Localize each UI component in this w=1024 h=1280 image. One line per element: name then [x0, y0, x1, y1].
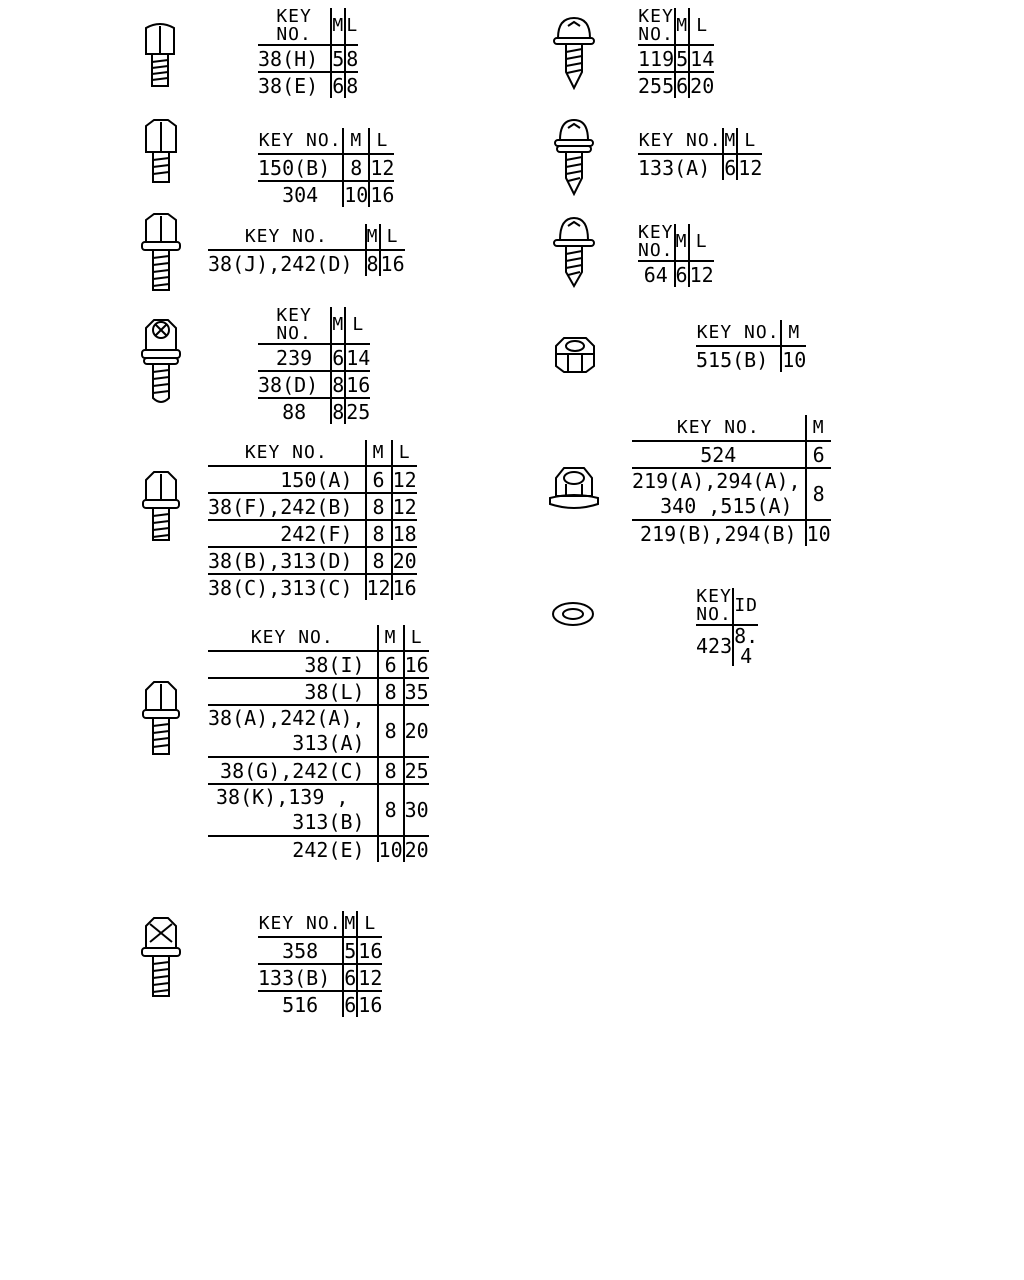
key-cell: 38(L) [208, 678, 378, 705]
m-cell: 8 [366, 493, 392, 520]
table-row [208, 547, 417, 574]
m-cell: 6 [806, 441, 831, 468]
key-no-header: KEY NO. [632, 415, 806, 441]
key-no-header: KEY NO. [258, 8, 331, 45]
spec-table-10 [638, 224, 714, 287]
l-cell: 25 [404, 758, 429, 783]
l-header: L [392, 440, 417, 466]
m-cell: 5 [332, 46, 345, 71]
table-row [208, 678, 429, 705]
key-cell: 255 [638, 73, 675, 98]
key-cell: 119 [638, 46, 675, 71]
table-header-row [258, 128, 394, 154]
l-header: L [689, 224, 714, 261]
l-header: L [357, 911, 382, 937]
hex-nut-icon [552, 334, 598, 374]
key-no-header: KEY NO. [696, 586, 732, 625]
m-cell: 5 [676, 46, 689, 71]
l-cell: 16 [370, 182, 395, 207]
m-header: M [723, 128, 737, 154]
m-cell: 6 [378, 651, 404, 678]
table-row [208, 574, 417, 600]
m-header: M [366, 440, 392, 466]
l-header: L [345, 307, 370, 344]
spec-table-12 [632, 415, 831, 546]
m-header: M [343, 128, 369, 154]
l-cell: 16 [346, 372, 371, 397]
table-header-row [638, 128, 762, 154]
key-cell: 38(F),242(B) [208, 493, 366, 520]
key-cell: 38(I) [208, 651, 378, 678]
key-cell: 219(B),294(B) [640, 521, 797, 546]
table-row [632, 520, 831, 546]
l-header: L [380, 224, 405, 250]
m-cell: 8 [378, 705, 404, 757]
l-cell: 16 [380, 251, 405, 276]
table-row [258, 371, 370, 398]
table-row [638, 45, 714, 72]
key-line-1: 38(A),242(A), [208, 706, 365, 730]
l-cell: 16 [392, 575, 417, 600]
key-no-header: KEY NO. [208, 224, 366, 250]
flange-bolt-icon [138, 212, 184, 294]
flange-bolt-icon [140, 680, 182, 758]
tapping-screw-icon [552, 14, 596, 90]
m-cell: 8 [332, 372, 345, 397]
l-cell: 16 [404, 652, 429, 677]
m-cell: 6 [344, 965, 357, 990]
table-header-row [638, 224, 714, 261]
table-row [696, 346, 806, 372]
key-no-header: KEY NO. [638, 6, 674, 45]
m-header: M [331, 307, 345, 344]
m-header: M [675, 224, 689, 261]
hex-bolt-icon [140, 118, 182, 186]
key-line-2: 313(A) [292, 731, 365, 755]
cross-hex-bolt-icon [138, 916, 184, 1000]
id-header: ID [733, 588, 758, 625]
table-row [258, 991, 382, 1017]
spec-table-4 [258, 307, 370, 424]
m-cell: 10 [806, 521, 831, 546]
spec-table-11 [696, 320, 806, 372]
table-row [638, 72, 714, 98]
key-cell: 242(E) [292, 837, 365, 862]
l-cell: 16 [358, 992, 383, 1017]
table-row [258, 72, 358, 98]
m-cell: 6 [332, 73, 345, 98]
l-cell: 12 [689, 262, 714, 287]
l-header: L [689, 8, 714, 45]
l-cell: 18 [392, 521, 417, 546]
l-cell: 35 [404, 679, 429, 704]
id-cell: 8. 4 [734, 624, 759, 668]
l-cell: 25 [346, 399, 371, 424]
key-cell: 38(J),242(D) [208, 251, 353, 276]
table-header-row [258, 307, 370, 344]
table-row [208, 250, 405, 276]
flange-bolt-icon [140, 470, 182, 544]
m-header: M [378, 625, 404, 651]
l-cell: 20 [392, 548, 417, 573]
m-cell: 8 [332, 399, 345, 424]
table-row [258, 181, 394, 207]
l-cell: 8 [346, 73, 359, 98]
m-cell: 5 [344, 938, 357, 963]
key-cell: 38(G),242(C) [208, 757, 378, 784]
table-header-row [208, 440, 417, 466]
key-cell: 304 [282, 182, 319, 207]
key-cell: 150(A) [208, 466, 366, 493]
table-row [208, 836, 429, 862]
table-row [208, 493, 417, 520]
key-cell [208, 705, 378, 757]
key-cell [632, 468, 806, 520]
m-header: M [331, 8, 345, 45]
m-header: M [343, 911, 357, 937]
l-cell: 14 [690, 46, 715, 71]
l-cell: 20 [404, 705, 429, 757]
l-cell: 12 [738, 155, 763, 180]
hex-bolt-icon [138, 20, 182, 92]
key-no-header: KEY NO. [638, 222, 674, 261]
key-no-header: KEY NO. [258, 307, 331, 344]
table-row [208, 651, 429, 678]
m-header: M [366, 224, 380, 250]
table-header-row [208, 224, 405, 250]
l-cell: 20 [404, 837, 429, 862]
table-row [208, 466, 417, 493]
m-cell: 8 [343, 154, 369, 181]
table-row [632, 468, 831, 520]
l-cell: 16 [358, 938, 383, 963]
l-cell: 12 [358, 965, 383, 990]
spec-table-9 [638, 128, 762, 180]
key-cell: 133(A) [638, 155, 711, 180]
table-header-row [258, 911, 382, 937]
table-row [208, 705, 429, 757]
key-cell: 64 [643, 262, 668, 287]
key-line-1: 38(K),139 , [216, 785, 349, 809]
m-cell: 6 [675, 262, 688, 287]
key-cell: 242(F) [208, 520, 366, 547]
spec-table-1 [258, 8, 358, 98]
m-cell: 6 [332, 345, 345, 370]
l-header: L [369, 128, 394, 154]
key-no-header: KEY NO. [258, 128, 343, 154]
spec-table-8 [638, 8, 714, 98]
m-header: M [806, 415, 831, 441]
table-row [696, 625, 758, 666]
l-cell: 20 [690, 73, 715, 98]
table-header-row [696, 588, 758, 625]
table-header-row [632, 415, 831, 441]
m-cell: 6 [676, 73, 689, 98]
key-cell: 239 [258, 344, 331, 371]
table-header-row [696, 320, 806, 346]
l-cell: 12 [370, 155, 395, 180]
m-cell: 8 [378, 784, 404, 836]
table-header-row [258, 8, 358, 45]
key-no-header: KEY NO. [258, 911, 343, 937]
table-header-row [638, 8, 714, 45]
l-header: L [404, 625, 429, 651]
m-cell: 8 [366, 251, 379, 276]
l-cell: 30 [404, 784, 429, 836]
key-cell: 524 [632, 441, 806, 468]
key-cell: 358 [258, 937, 343, 964]
table-row [258, 398, 370, 424]
key-no-header: KEY NO. [208, 625, 378, 651]
table-row [638, 261, 714, 287]
key-cell: 38(C),313(C) [208, 575, 353, 600]
key-line-1: 219(A),294(A), [632, 469, 801, 493]
key-cell [208, 784, 378, 836]
flange-nut-icon [548, 464, 600, 512]
l-cell: 8 [346, 46, 359, 71]
table-row [632, 441, 831, 468]
key-cell: 38(D) [258, 371, 331, 398]
key-cell: 38(E) [258, 73, 319, 98]
washer-icon [550, 600, 596, 628]
m-cell: 8 [806, 468, 831, 520]
table-row [258, 344, 370, 371]
cross-flange-bolt-icon [138, 318, 184, 408]
m-cell: 8 [366, 520, 392, 547]
table-row [638, 154, 762, 180]
key-cell: 38(H) [258, 45, 331, 72]
table-row [208, 784, 429, 836]
key-cell: 515(B) [696, 347, 769, 372]
spec-table-6 [208, 625, 429, 862]
m-cell: 6 [344, 992, 357, 1017]
table-row [208, 520, 417, 547]
key-cell: 516 [282, 992, 319, 1017]
spec-table-5 [208, 440, 417, 600]
m-cell: 8 [366, 547, 392, 574]
m-cell: 10 [782, 347, 807, 372]
l-cell: 12 [392, 494, 417, 519]
m-cell: 8 [378, 757, 404, 784]
spec-table-13 [696, 588, 758, 666]
l-header: L [345, 8, 358, 45]
table-row [208, 757, 429, 784]
table-header-row [208, 625, 429, 651]
l-header: L [737, 128, 762, 154]
spec-table-2 [258, 128, 394, 207]
tapping-screw-icon [552, 214, 596, 288]
key-cell: 133(B) [258, 964, 343, 991]
tapping-screw-icon [552, 116, 596, 196]
l-cell: 14 [346, 345, 371, 370]
m-cell: 10 [378, 837, 403, 862]
m-cell: 6 [724, 155, 737, 180]
key-cell: 150(B) [258, 154, 343, 181]
m-cell: 12 [366, 575, 391, 600]
spec-table-7 [258, 911, 382, 1017]
m-cell: 6 [366, 466, 392, 493]
table-row [258, 154, 394, 181]
key-line-2: 340 ,515(A) [660, 494, 793, 518]
m-header: M [675, 8, 689, 45]
key-no-header: KEY NO. [696, 320, 781, 346]
m-header: M [781, 320, 806, 346]
m-cell: 8 [378, 678, 404, 705]
l-cell: 12 [392, 467, 417, 492]
table-row [258, 937, 382, 964]
key-no-header: KEY NO. [208, 440, 366, 466]
key-cell: 88 [282, 399, 307, 424]
table-row [258, 45, 358, 72]
m-cell: 10 [344, 182, 369, 207]
spec-table-3 [208, 224, 405, 276]
key-no-header: KEY NO. [638, 128, 723, 154]
key-cell: 423 [696, 634, 733, 658]
key-line-2: 313(B) [292, 810, 365, 834]
key-cell: 38(B),313(D) [208, 547, 366, 574]
table-row [258, 964, 382, 991]
